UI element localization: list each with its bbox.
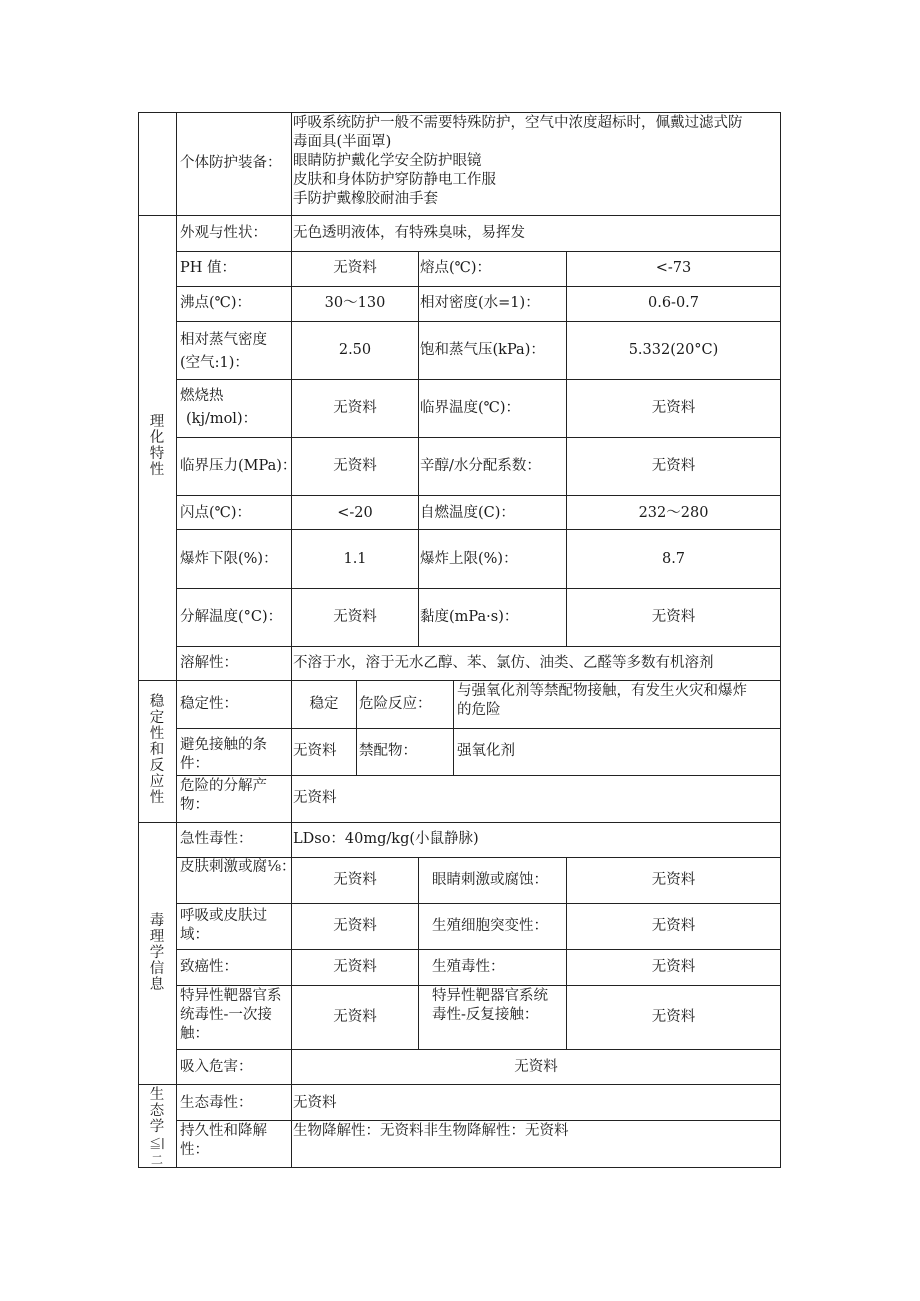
appearance-value: 无色透明液体，有特殊臭味，易挥发 (293, 225, 525, 241)
avoid-value: 无资料 (293, 743, 337, 759)
ppe-line-1: 呼吸系统防护一般不需要特殊防护，空气中浓度超标时，佩戴过滤式防 (293, 115, 743, 131)
carc-value: 无资料 (333, 959, 377, 975)
repro-value: 无资料 (651, 959, 696, 975)
germ-label: 生殖细胞突变性： (432, 918, 548, 934)
decomp-value: 无资料 (293, 790, 337, 806)
stot2-value: 无资料 (651, 1009, 696, 1025)
repro-label: 生殖毒性： (432, 959, 505, 975)
avoid-label-1: 避免接触的条 (180, 737, 267, 753)
resp-label-1: 呼吸或皮肤过 (180, 908, 267, 924)
incompat-value: 强氧化剂 (457, 743, 515, 759)
resp-value: 无资料 (333, 918, 377, 934)
fp-value: <-20 (337, 505, 373, 521)
stot2-label-2: 毒性-反复接触： (432, 1007, 539, 1023)
sol-label: 溶解性： (180, 655, 238, 671)
asp-label: 吸入危害： (180, 1059, 253, 1075)
stot1-label-2: 统毒性-一次接 (180, 1007, 272, 1023)
incompat-label: 禁配物： (359, 743, 417, 759)
rvd-label-2: (空气:1)： (180, 355, 249, 371)
uel-label: 爆炸上限(%)： (420, 551, 518, 567)
ppe-line-4: 皮肤和身体防护穿防静电工作服 (293, 172, 496, 188)
section-toxicology: 毒理学信息 (149, 913, 165, 993)
section-ecology: 生态学 (149, 1087, 165, 1135)
cp-label: 临界压力(MPa)： (180, 458, 297, 474)
dt-label: 分解温度(°C)： (180, 609, 283, 625)
ph-value: 无资料 (333, 260, 377, 276)
stot1-label-1: 特异性靶器官系 (180, 988, 282, 1004)
dt-value: 无资料 (333, 609, 377, 625)
heat-label-2: (kj/mol)： (186, 411, 258, 427)
rvd-label-1: 相对蒸气密度 (180, 332, 267, 348)
ppe-line-3: 眼睛防护戴化学安全防护眼镜 (293, 153, 482, 169)
section-physchem: 理化特性 (149, 414, 165, 478)
skin-value: 无资料 (333, 872, 377, 888)
stot1-label-3: 触： (180, 1026, 209, 1042)
ct-label: 临界温度(℃)： (420, 400, 521, 416)
decomp-label-1: 危险的分解产 (180, 778, 267, 794)
haz-value-2: 的危险 (457, 702, 501, 718)
rd-label: 相对密度(水=1)： (420, 295, 540, 311)
asp-value: 无资料 (514, 1059, 558, 1075)
visc-value: 无资料 (651, 609, 696, 625)
stab-value: 稳定 (309, 696, 339, 712)
visc-label: 黏度(mPa·s)： (420, 609, 519, 625)
carc-label: 致癌性： (180, 959, 238, 975)
lel-label: 爆炸下限(%)： (180, 551, 278, 567)
cp-value: 无资料 (333, 458, 377, 474)
germ-value: 无资料 (651, 918, 696, 934)
ppe-line-2: 毒面具(半面罩) (293, 134, 392, 150)
svp-value: 5.332(20°C) (628, 342, 719, 358)
acute-label: 急性毒性： (180, 831, 253, 847)
rvd-value: 2.50 (338, 342, 372, 358)
svp-label: 饱和蒸气压(kPa)： (420, 342, 545, 358)
section-ecology-extra: ≦∣二 (149, 1137, 165, 1167)
heat-value: 无资料 (333, 400, 377, 416)
rd-value: 0.6-0.7 (647, 295, 700, 311)
ct-value: 无资料 (651, 400, 696, 416)
appearance-label: 外观与性状： (180, 225, 267, 241)
ow-label: 辛醇/水分配系数： (420, 458, 541, 474)
haz-label: 危险反应： (359, 696, 432, 712)
ppe-line-5: 手防护戴橡胶耐油手套 (293, 191, 438, 207)
avoid-label-2: 件： (180, 756, 209, 772)
persist-label-1: 持久性和降解 (180, 1123, 267, 1139)
eye-value: 无资料 (651, 872, 696, 888)
stot1-value: 无资料 (333, 1009, 377, 1025)
haz-value-1: 与强氧化剂等禁配物接触，有发生火灾和爆炸 (457, 683, 747, 699)
eco-value: 无资料 (293, 1095, 337, 1111)
ow-value: 无资料 (651, 458, 696, 474)
fp-label: 闪点(℃)： (180, 505, 252, 521)
sol-value: 不溶于水，溶于无水乙醇、苯、氯仿、油类、乙醛等多数有机溶剂 (293, 655, 714, 671)
skin-label: 皮肤刺激或腐⅛： (180, 859, 296, 875)
stab-label: 稳定性： (180, 696, 238, 712)
bp-value: 30～130 (324, 295, 386, 311)
heat-label-1: 燃烧热 (180, 388, 224, 404)
mp-label: 熔点(℃)： (420, 260, 492, 276)
persist-value: 生物降解性：无资料非生物降解性：无资料 (293, 1123, 569, 1139)
ait-label: 自燃温度(C)： (420, 505, 515, 521)
ph-label: PH 值： (180, 260, 237, 276)
lel-value: 1.1 (343, 551, 367, 567)
ppe-label: 个体防护装备： (180, 155, 282, 171)
ait-value: 232～280 (638, 505, 709, 521)
acute-value: LDso：40mg/kg(小鼠静脉) (293, 831, 479, 847)
eco-label: 生态毒性： (180, 1095, 253, 1111)
decomp-label-2: 物： (180, 797, 209, 813)
section-stability: 稳定性和反应性 (149, 694, 165, 806)
mp-value: <-73 (655, 260, 692, 276)
persist-label-2: 性： (180, 1142, 209, 1158)
bp-label: 沸点(℃)： (180, 295, 252, 311)
uel-value: 8.7 (661, 551, 686, 567)
stot2-label-1: 特异性靶器官系统 (432, 988, 548, 1004)
eye-label: 眼睛刺激或腐蚀： (432, 872, 548, 888)
resp-label-2: 域： (180, 927, 209, 943)
